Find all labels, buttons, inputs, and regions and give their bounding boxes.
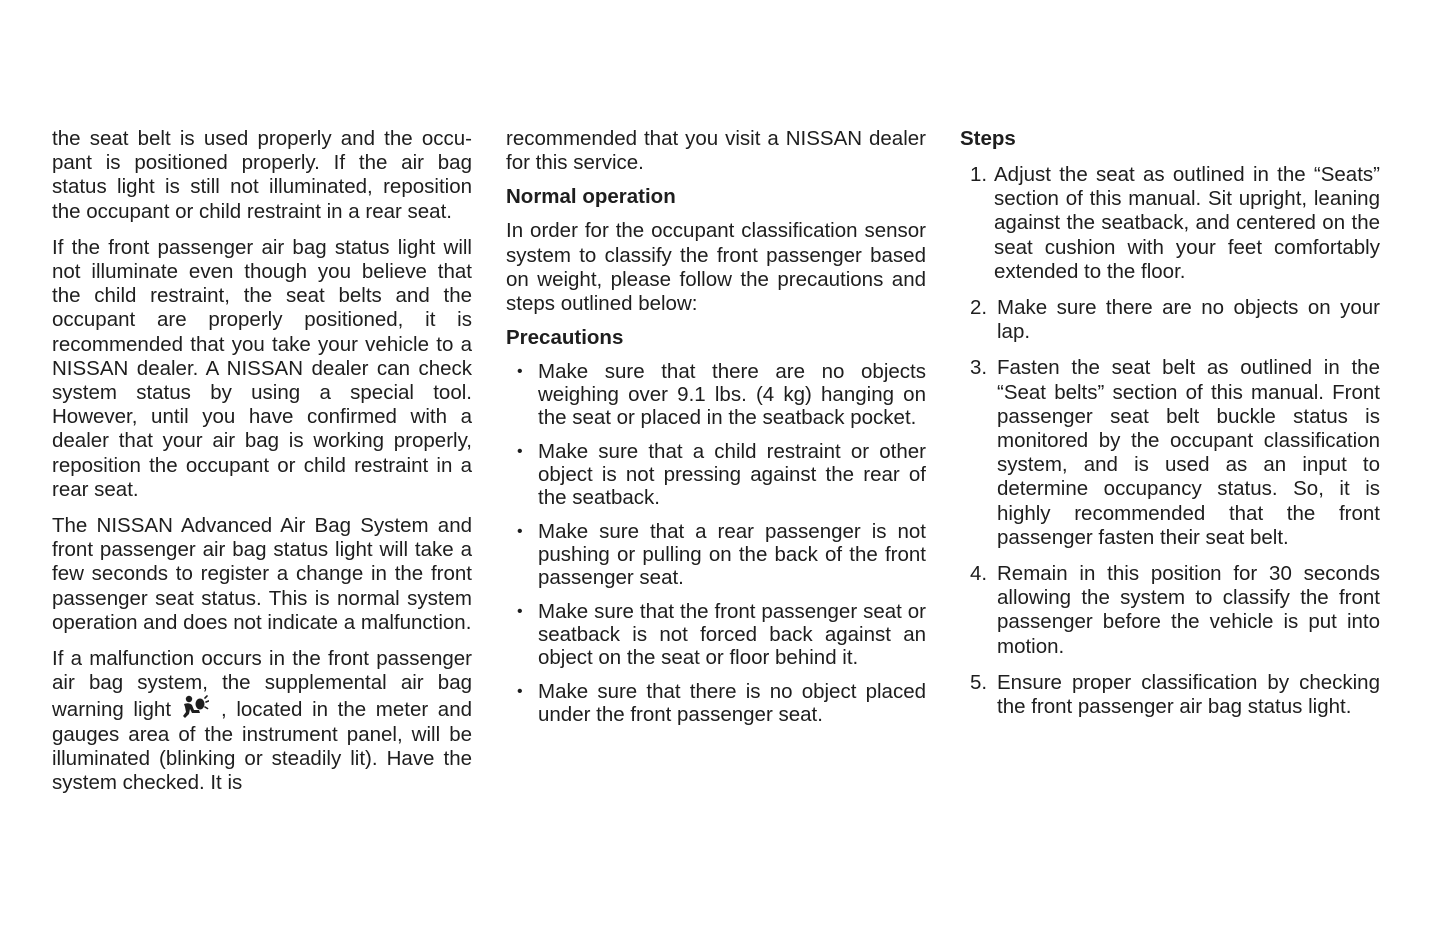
heading-normal-operation: Normal operation xyxy=(506,185,676,209)
paragraph-visit-dealer: recommended that you visit a NISSAN dealer for this service. xyxy=(506,127,926,175)
list-item xyxy=(506,600,926,669)
step-number: 4. xyxy=(970,562,988,586)
paragraph-malfunction xyxy=(52,647,472,795)
precaution-text: Make sure that the front passenger seat or seatback is not forced back against an object on the seat or floor behind it. xyxy=(538,600,926,670)
step-text: Adjust the seat as outlined in the “Seats” section of this manual. Sit upright, leaning against the seatback, and centered on the seat cushion with your feet comfortably extended to the floor. xyxy=(994,163,1380,283)
list-item xyxy=(960,296,1380,344)
paragraph-advanced-air-bag-system: The NISSAN Advanced Air Bag System and front passenger air bag status light will take a few seconds to register a change in the front passenger seat status. This is normal system operation and does not indicate a malfunction. xyxy=(52,514,472,634)
bullet: • xyxy=(517,523,523,541)
list-item xyxy=(506,520,926,589)
right-column xyxy=(960,127,1380,731)
step-text: Remain in this position for 30 seconds allowing the system to classify the front passenger before the vehicle is put into motion. xyxy=(997,562,1380,658)
precautions-list xyxy=(506,360,926,726)
heading-steps: Steps xyxy=(960,127,1016,150)
paragraph-occupant-classification: In order for the occupant classification sensor system to classify the front passenger based on weight, please follow the precautions and steps outlined below: xyxy=(506,219,926,316)
list-item xyxy=(960,562,1380,659)
step-number: 3. xyxy=(970,356,988,380)
bullet: • xyxy=(517,603,523,621)
precaution-text: Make sure that there are no objects weighing over 9.1 lbs. (4 kg) hanging on the seat or placed in the seatback pocket. xyxy=(538,360,926,430)
step-number: 5. xyxy=(970,670,988,694)
list-item xyxy=(506,440,926,509)
precaution-text: Make sure that there is no object placed under the front passenger seat. xyxy=(538,680,926,727)
bullet: • xyxy=(517,363,523,381)
list-item xyxy=(506,680,926,726)
list-item xyxy=(960,671,1380,719)
precaution-text: Make sure that a rear passenger is not pushing or pulling on the back of the front passenger seat. xyxy=(538,520,926,590)
precaution-text: Make sure that a child restraint or other object is not pressing against the rear of the seatback. xyxy=(538,440,926,510)
paragraph-seat-belt-used-properly: the seat belt is used properly and the occupant is positioned properly. If the air bag status light is still not illuminated, reposition the occupant or child restraint in a rear seat. xyxy=(52,127,472,223)
list-item xyxy=(506,360,926,429)
middle-column xyxy=(506,127,926,737)
steps-list xyxy=(960,163,1380,719)
bullet: • xyxy=(517,683,523,701)
step-text: Fasten the seat belt as outlined in the “Seat belts” section of this manual. Front passenger seat belt buckle status is monitored by the occupant classification system, and is used as an input to determine occupancy status. So, it is highly recommended that the front passenger fasten their seat belt. xyxy=(997,356,1380,549)
list-item xyxy=(960,163,1380,284)
step-text: Make sure there are no objects on your lap. xyxy=(997,296,1380,344)
malfunction-text-before-icon: If a malfunction occurs in the front passenger air bag system, the supplemental air bag warning light xyxy=(52,647,472,722)
airbag-warning-icon xyxy=(181,695,209,719)
malfunction-text-after-icon: , located in the meter and gauges area of the instrument panel, will be illuminated (blinking or steadily lit). Have the system checked. It is xyxy=(52,698,473,795)
step-text: Ensure proper classification by checking the front passenger air bag status light. xyxy=(997,670,1380,719)
step-number: 1. xyxy=(970,163,988,186)
step-number: 2. xyxy=(970,296,988,320)
bullet: • xyxy=(517,443,523,461)
left-column xyxy=(52,127,472,807)
paragraph-status-light-not-illuminate: If the front passenger air bag status light will not illuminate even though you believe that the child restraint, the seat belts and the occupant are properly positioned, it is recommended that you take your vehicle to a NISSAN dealer. A NISSAN dealer can check system status by using a special tool. However, until you have confirmed with a dealer that your air bag is working properly, reposition the occupant or child restraint in a rear seat. xyxy=(52,235,472,501)
list-item xyxy=(960,356,1380,550)
heading-precautions: Precautions xyxy=(506,326,624,350)
